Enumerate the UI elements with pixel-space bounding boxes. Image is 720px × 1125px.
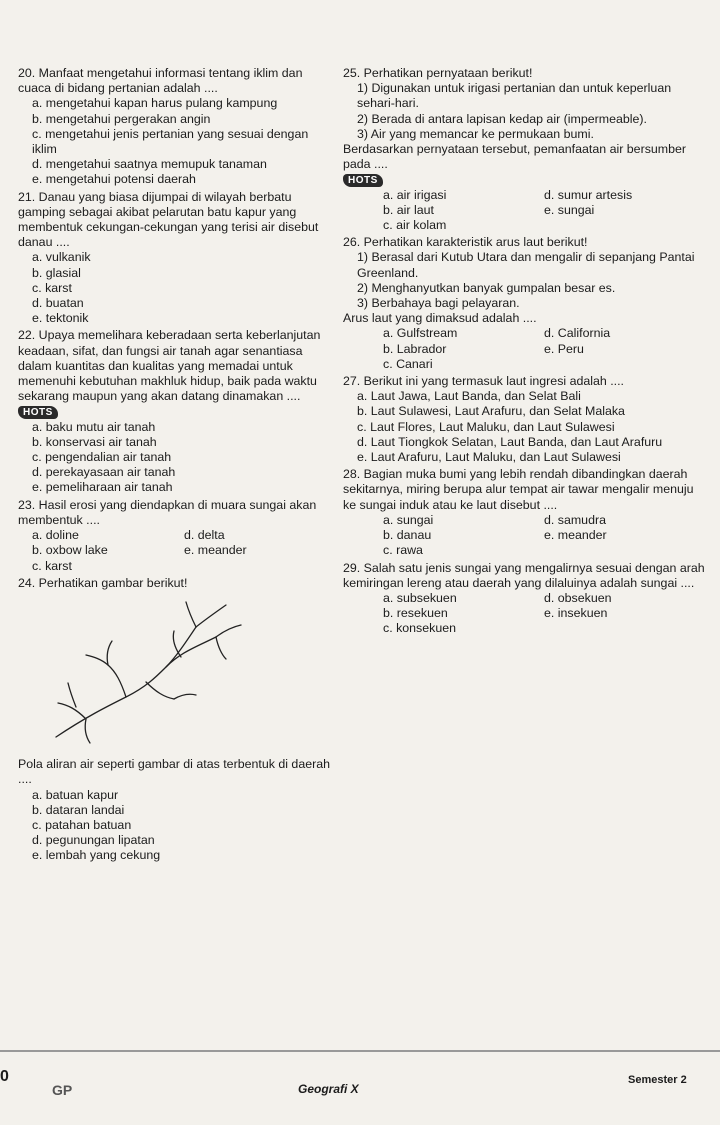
options-row [343, 218, 705, 233]
hots-badge: HOTS [18, 406, 58, 419]
question-24 [18, 576, 336, 864]
option-b[interactable]: b. Labrador [383, 341, 447, 356]
options-row [343, 203, 705, 218]
option-b[interactable]: b. glasial [32, 265, 81, 280]
option-b[interactable]: b. dataran landai [32, 802, 125, 817]
footer-divider [0, 1050, 720, 1052]
options-row [18, 528, 336, 543]
option-a[interactable]: a. air irigasi [383, 187, 447, 202]
question-21 [18, 190, 336, 327]
option-e[interactable]: e. meander [184, 543, 247, 558]
options-row [18, 543, 336, 558]
options-row [343, 188, 705, 203]
option-d[interactable]: d. samudra [544, 512, 606, 527]
option-d[interactable]: d. Laut Tiongkok Selatan, Laut Banda, dan Laut Arafuru [357, 434, 663, 449]
question-28 [343, 467, 705, 558]
option-c[interactable]: c. Canari [383, 356, 433, 371]
option-a[interactable]: a. Gulfstream [383, 326, 458, 341]
option-d[interactable]: d. California [544, 326, 611, 341]
option-b[interactable]: b. Laut Sulawesi, Laut Arafuru, dan Selat Malaka [357, 404, 625, 419]
subject-label: Geografi X [298, 1082, 359, 1096]
option-b[interactable]: b. oxbow lake [32, 543, 108, 558]
options-row [343, 591, 705, 606]
option-d[interactable]: d. delta [184, 528, 225, 543]
option-c[interactable]: c. patahan batuan [32, 817, 132, 832]
option-e[interactable]: e. insekuen [544, 606, 608, 621]
options-row [343, 513, 705, 528]
statement-3: 3) Air yang memancar ke permukaan bumi. [357, 126, 594, 141]
options-row [343, 543, 705, 558]
question-stem: 24. Perhatikan gambar berikut! [18, 575, 188, 590]
option-d[interactable]: d. pegunungan lipatan [32, 833, 155, 848]
option-c[interactable]: c. pengendalian air tanah [32, 450, 172, 465]
option-d[interactable]: d. mengetahui saatnya memupuk tanaman [32, 157, 267, 172]
options-row [343, 342, 705, 357]
option-d[interactable]: d. buatan [32, 296, 84, 311]
page-footer [0, 1060, 720, 1125]
question-stem: 26. Perhatikan karakteristik arus laut berikut! [343, 235, 588, 250]
option-a[interactable]: a. batuan kapur [32, 787, 119, 802]
question-stem: 21. Danau yang biasa dijumpai di wilayah berbatu gamping sebagai akibat pelarutan batu kapur yang membentuk cekungan-cekungan yang terisi air disebut danau .... [18, 189, 319, 250]
question-26 [343, 235, 705, 372]
question-stem: 28. Bagian muka bumi yang lebih rendah dibandingkan daerah sekitarnya, miring berupa alur tempat air tawar mengalir menuju ke sungai induk atau ke laut disebut .... [343, 467, 694, 512]
option-d[interactable]: d. sumur artesis [544, 187, 633, 202]
option-e[interactable]: e. tektonik [32, 311, 89, 326]
hots-badge: HOTS [343, 174, 383, 187]
option-a[interactable]: a. Laut Jawa, Laut Banda, dan Selat Bali [357, 389, 581, 404]
options-row [343, 606, 705, 621]
question-stem-text: 22. Upaya memelihara keberadaan serta keberlanjutan keadaan, sifat, dan fungsi air tanah agar senantiasa dalam kuantitas dan kualitas yang memadai untuk memenuhi kebutuhan makhluk hidup, baik pada waktu sekarang maupun yang akan datang dinamakan .... [18, 328, 321, 404]
question-stem: 29. Salah satu jenis sungai yang mengalirnya sesuai dengan arah kemiringan lereng atau daerah yang dilaluinya adalah sungai .... [343, 560, 705, 590]
option-b[interactable]: b. mengetahui pergerakan angin [32, 111, 211, 126]
option-a[interactable]: a. vulkanik [32, 250, 91, 265]
option-c[interactable]: c. karst [32, 280, 72, 295]
options-row [343, 326, 705, 341]
page-number: 0 [0, 1068, 9, 1085]
question-25 [343, 66, 705, 233]
publisher-logo: GP [52, 1082, 73, 1098]
options-row [343, 621, 705, 636]
option-d[interactable]: d. perekayasaan air tanah [32, 465, 176, 480]
option-d[interactable]: d. obsekuen [544, 590, 612, 605]
option-a[interactable]: a. subsekuen [383, 590, 457, 605]
option-a[interactable]: a. sungai [383, 512, 434, 527]
question-stem [18, 328, 336, 419]
question-29 [343, 561, 705, 637]
question-22 [18, 328, 336, 495]
option-e[interactable]: e. pemeliharaan air tanah [32, 480, 173, 495]
left-column [18, 66, 336, 864]
option-c[interactable]: c. rawa [383, 543, 423, 558]
option-a[interactable]: a. doline [32, 528, 79, 543]
option-c[interactable]: c. air kolam [383, 218, 447, 233]
question-27 [343, 374, 705, 465]
statement-1: 1) Berasal dari Kutub Utara dan mengalir di sepanjang Pantai Greenland. [357, 250, 695, 280]
option-e[interactable]: e. lembah yang cekung [32, 848, 161, 863]
statement-2: 2) Berada di antara lapisan kedap air (impermeable). [357, 111, 647, 126]
option-e[interactable]: e. mengetahui potensi daerah [32, 172, 196, 187]
question-text: Berdasarkan pernyataan tersebut, pemanfaatan air bersumber pada .... [343, 142, 687, 172]
option-a[interactable]: a. baku mutu air tanah [32, 419, 156, 434]
option-c[interactable]: c. Laut Flores, Laut Maluku, dan Laut Sulawesi [357, 419, 615, 434]
option-c[interactable]: c. mengetahui jenis pertanian yang sesuai dengan iklim [32, 126, 309, 157]
statement-3: 3) Berbahaya bagi pelayaran. [357, 296, 520, 311]
option-e[interactable]: e. Peru [544, 341, 584, 356]
option-e[interactable]: e. sungai [544, 202, 595, 217]
question-23 [18, 498, 336, 574]
question-stem: 20. Manfaat mengetahui informasi tentang iklim dan cuaca di bidang pertanian adalah .... [18, 66, 303, 96]
option-c[interactable]: c. konsekuen [383, 621, 457, 636]
question-stem: 25. Perhatikan pernyataan berikut! [343, 66, 533, 80]
option-c[interactable]: c. karst [32, 558, 72, 573]
option-b[interactable]: b. air laut [383, 202, 434, 217]
question-text: Pola aliran air seperti gambar di atas terbentuk di daerah .... [18, 757, 331, 787]
statement-2: 2) Menghanyutkan banyak gumpalan besar es. [357, 280, 616, 295]
question-text: Arus laut yang dimaksud adalah .... [343, 311, 537, 326]
question-stem: 23. Hasil erosi yang diendapkan di muara sungai akan membentuk .... [18, 497, 317, 527]
options-row [343, 528, 705, 543]
option-b[interactable]: b. konservasi air tanah [32, 434, 157, 449]
semester-label: Semester 2 [628, 1074, 687, 1086]
question-stem: 27. Berikut ini yang termasuk laut ingresi adalah .... [343, 374, 625, 389]
option-e[interactable]: e. meander [544, 528, 607, 543]
option-e[interactable]: e. Laut Arafuru, Laut Maluku, dan Laut Sulawesi [357, 450, 621, 465]
drainage-pattern-figure [46, 597, 296, 747]
statement-1: 1) Digunakan untuk irigasi pertanian dan untuk keperluan sehari-hari. [357, 81, 672, 111]
right-column [343, 66, 705, 637]
option-b[interactable]: b. resekuen [383, 606, 448, 621]
options-row [343, 357, 705, 372]
question-20 [18, 66, 336, 188]
option-b[interactable]: b. danau [383, 528, 432, 543]
option-a[interactable]: a. mengetahui kapan harus pulang kampung [32, 96, 278, 111]
